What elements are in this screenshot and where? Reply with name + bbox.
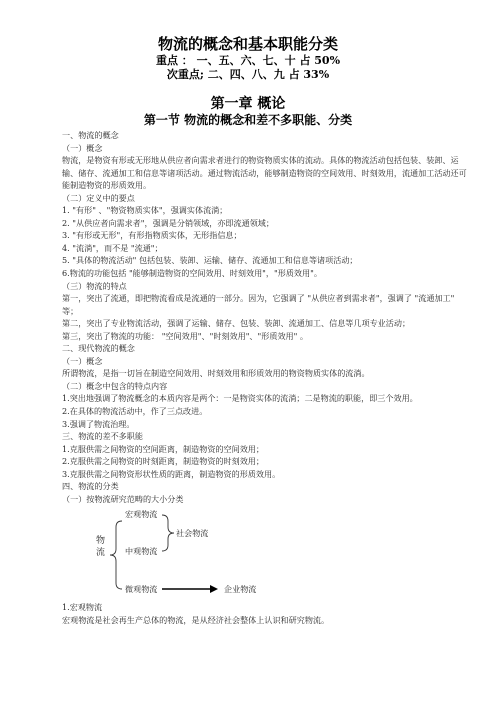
list-item: 1. "有形" 、"物资物质实体"，强调实体流淌； [62, 205, 228, 216]
subheading: （三）物流的特点 [62, 280, 127, 291]
arrow-head-icon [210, 585, 218, 593]
chapter-heading: 第一章 概论 [210, 96, 286, 112]
subheading: （二）概念中包含的特点内容 [62, 380, 168, 391]
subheading: （一）概念 [62, 142, 103, 153]
diagram-macro: 宏观物流 [125, 509, 158, 520]
paragraph: 宏观物流是社会再生产总体的物流，是从经济社会整体上认识和研究物流。 [62, 614, 330, 625]
right-brace [162, 515, 174, 551]
list-item: 3.强调了物流治理。 [62, 418, 135, 429]
list-item: 3. "有形或无形"，有形指物质实体，无形指信息； [62, 230, 242, 241]
diagram-enterprise: 企业物流 [224, 584, 257, 595]
list-item: 6.物流的功能包括 "能够制造物资的空间效用、时刻效用"，"形质效用"。 [62, 268, 322, 279]
paragraph: 第一，突出了流通，即把物流看成是流通的一部分。因为，它强调了 "从供应者到需求者"，强调了 "流通加工" 等； [62, 293, 455, 316]
heading-2: 二、现代物流的概念 [62, 343, 135, 354]
left-brace [110, 521, 122, 589]
list-item: 5. "具体的物流活动" 包括包装、装卸、运输、储存、流通加工和信息等诸项活动； [62, 255, 358, 266]
paragraph: 第二，突出了专业物流活动，强调了运输、储存、包装、装卸、流通加工、信息等几项专业活动； [62, 318, 411, 329]
document-body [62, 129, 472, 627]
diagram-social: 社会物流 [176, 528, 209, 539]
paragraph: 所谓物流，是指一切旨在制造空间效用、时刻效用和形质效用的物资物质实体的流淌。 [62, 368, 370, 379]
heading-4: 四、物流的分类 [62, 481, 119, 492]
diagram-root-label: 物流 [96, 536, 106, 559]
paragraph: 第三，突出了物流的功能： "空间效用"、"时刻效用"、"形质效用" 。 [62, 330, 309, 341]
diagram-lines [62, 505, 472, 595]
document-title: 物流的概念和基本职能分类 [157, 35, 338, 53]
list-item: 2.克服供需之间物资的时刻距离，制造物资的时刻效用； [62, 456, 264, 467]
list-item: 2. "从供应者向需求者"，强调是分销领域，亦即流通领域； [62, 217, 274, 228]
heading-1: 一、物流的概念 [62, 130, 119, 140]
key-points: 重点 ： 一、五、六、七、十 占 50% [155, 54, 341, 67]
classification-diagram [62, 505, 472, 595]
paragraph: 物流，是物资有形或无形地从供应者向需求者进行的物资物质实体的流动。具体的物流活动包括包装、装卸、运输、储存、流通加工和信息等诸项活动。通过物流活动，能够制造物资的空间效用、时刻效用，流通加工活动还可能制造物资的形质效用。 [62, 155, 467, 191]
diagram-root [96, 535, 106, 559]
subheading: （一）按物流研究范畴的大小分类 [62, 493, 184, 504]
diagram-meso: 中观物流 [125, 546, 158, 557]
list-item: 4. "流淌"，而不是 "流通"； [62, 242, 163, 253]
subheading: （二）定义中的要点 [62, 192, 135, 203]
subheading: （一）概念 [62, 355, 103, 366]
list-item: 1.突出地强调了物流概念的本质内容是两个：一是物资实体的流淌；二是物流的职能，即三个效用。 [62, 393, 418, 404]
list-item: 2.在具体的物流活动中，作了三点改进。 [62, 406, 208, 417]
diagram-micro: 微观物流 [125, 584, 158, 595]
section-heading: 第一节 物流的概念和差不多职能、分类 [143, 113, 353, 127]
secondary-points: 次重点; 二、四、八、九 占 33% [166, 68, 330, 81]
heading-3: 三、物流的差不多职能 [62, 431, 143, 442]
list-item: 1.克服供需之间物资的空间距离，制造物资的空间效用； [62, 443, 264, 454]
list-item: 3.克服供需之间物资形状性质的距离，制造物资的形质效用。 [62, 468, 281, 479]
list-item: 1.宏观物流 [62, 602, 103, 613]
